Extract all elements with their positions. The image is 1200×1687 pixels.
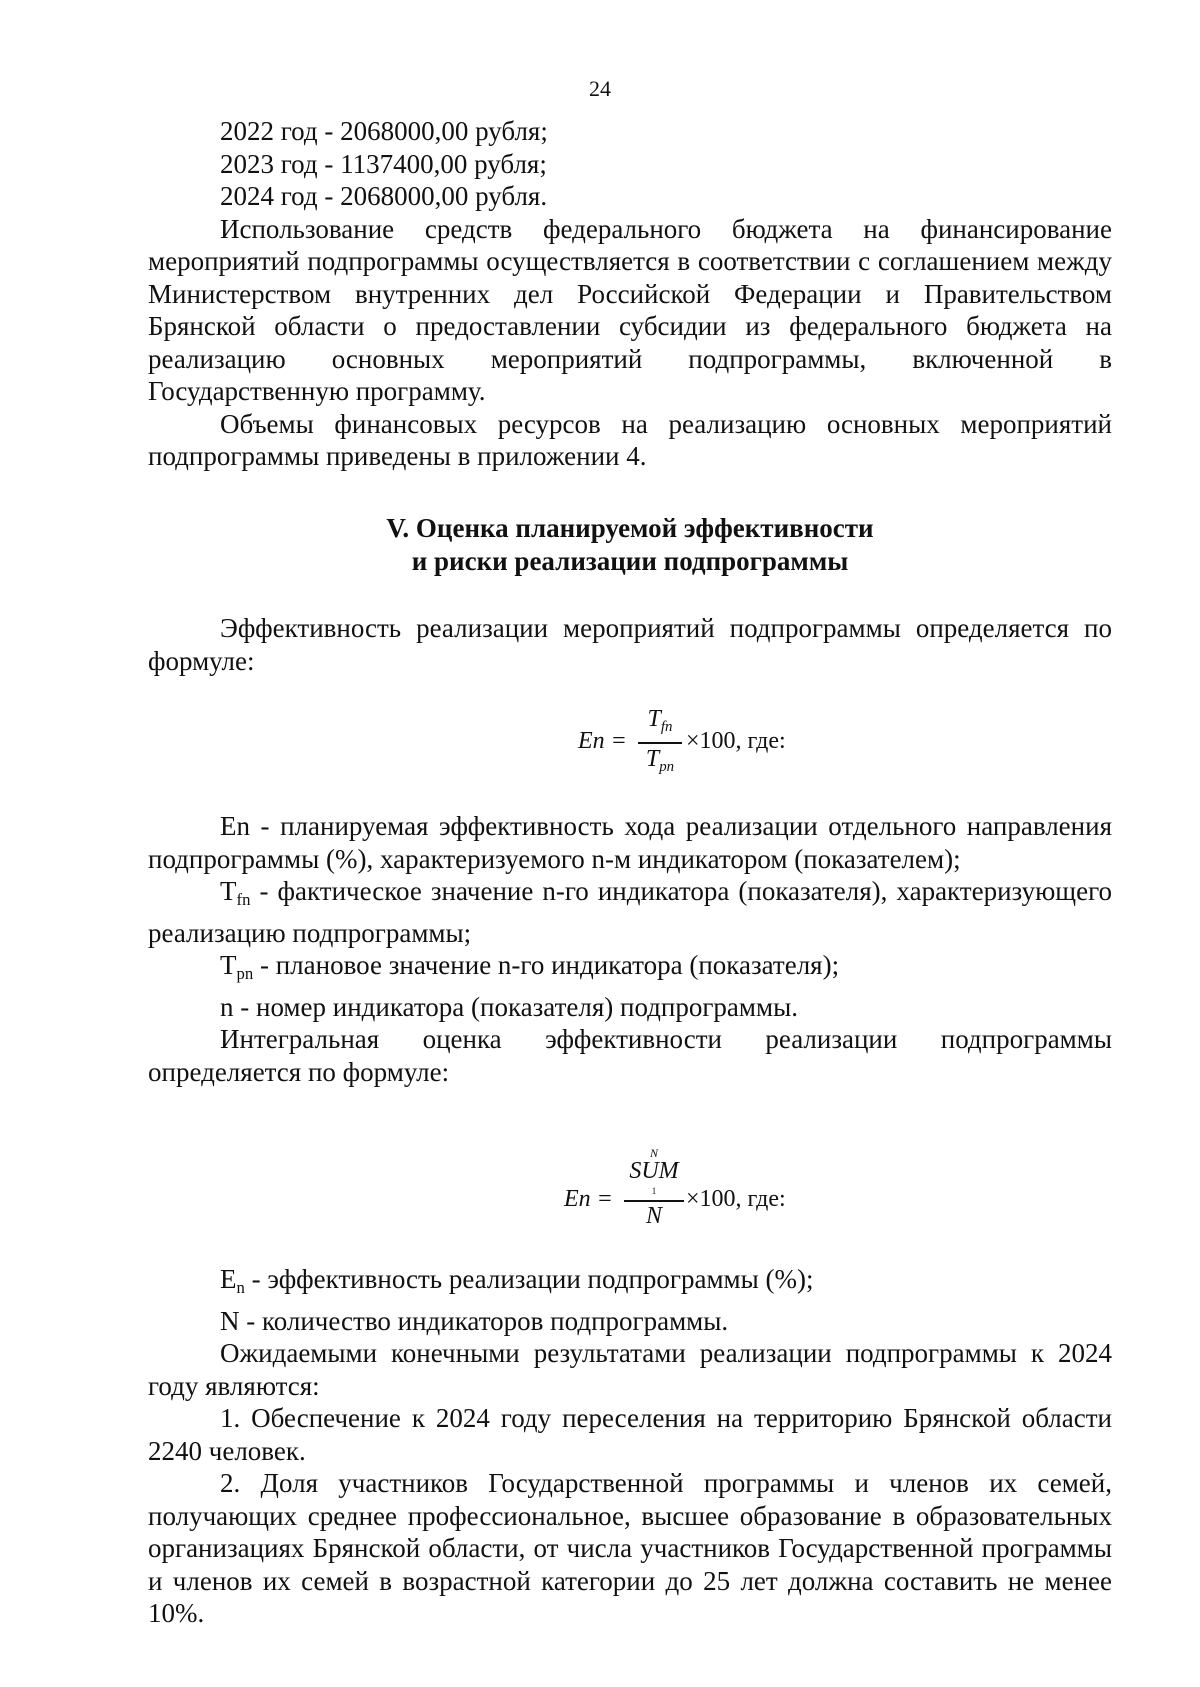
paragraph-expected-results: Ожидаемыми конечными результатами реализации подпрограммы к 2024 году являются: xyxy=(148,1338,1112,1401)
paragraph-federal-budget: Использование средств федерального бюджета на финансирование мероприятий подпрограммы осуществляется в соответствии с соглашением между Министерством внутренних дел Российской Федерации и Правительством Брянской области о предоставлении субсидии из федерального бюджета на реализацию основных мероприятий подпрограммы, включенной в Государственную программу. xyxy=(148,213,1112,406)
result-item-2: 2. Доля участников Государственной программы и членов их семей, получающих среднее профессиональное, высшее образование в образовательных организациях Брянской области, от числа участников Государственной программы и членов их семей в возрастной категории до 25 лет должна составить не менее 10%. xyxy=(148,1468,1112,1628)
formula2-lower-limit: 1 xyxy=(651,1186,657,1196)
definition-n: n - номер индикатора (показателя) подпрограммы. xyxy=(220,991,798,1022)
definition-en: En - планируемая эффективность хода реализации отдельного направления подпрограммы (%), характеризуемого n-м индикатором (показателем); xyxy=(148,811,1112,874)
definition-en-integral: $E_n$ - эффективность реализации подпрограммы (%); xyxy=(220,1264,814,1297)
formula2-numerator: SUM xyxy=(629,1158,679,1184)
definition-tfn: $T_{fn}$ - фактическое значение n-го индикатора (показателя), характеризующего реализацию подпрограммы; xyxy=(148,876,1112,948)
results-block xyxy=(148,1263,1112,1630)
section-heading-line1: V. Оценка планируемой эффективности xyxy=(386,513,874,543)
section-heading xyxy=(148,512,1112,578)
definition-N: N - количество индикаторов подпрограммы. xyxy=(220,1305,729,1336)
paragraph-efficiency-intro: Эффективность реализации мероприятий подпрограммы определяется по формуле: xyxy=(148,613,1112,676)
formula1-lhs: En = xyxy=(578,728,627,754)
definitions-block xyxy=(148,810,1112,1088)
result-item-1: 1. Обеспечение к 2024 году переселения на территорию Брянской области 2240 человек. xyxy=(148,1403,1112,1466)
formula2-lhs: En = xyxy=(564,1186,613,1212)
funding-line-2024: 2024 год - 2068000,00 рубля. xyxy=(220,181,548,211)
formula2-denominator: N xyxy=(645,1203,662,1229)
paragraph-financial-volumes: Объемы финансовых ресурсов на реализацию основных мероприятий подпрограммы приведены в приложении 4. xyxy=(148,408,1112,471)
page-number: 24 xyxy=(589,76,611,101)
funding-line-2023: 2023 год - 1137400,00 рубля; xyxy=(220,148,547,179)
formula1-fraction-bar xyxy=(638,742,682,744)
formula1-numerator: $T_{fn}$ xyxy=(647,706,673,735)
formula2-tail: ×100, где: xyxy=(686,1186,786,1212)
funding-line-2022: 2022 год - 2068000,00 рубля; xyxy=(220,116,548,146)
formula2-fraction-bar xyxy=(624,1200,684,1202)
formula-efficiency xyxy=(578,706,798,776)
formula-integral xyxy=(564,1146,804,1232)
section-heading-line2: и риски реализации подпрограммы xyxy=(411,546,849,576)
paragraph-integral-assessment: Интегральная оценка эффективности реализации подпрограммы определяется по формуле: xyxy=(148,1024,1112,1087)
formula2-upper-limit: N xyxy=(649,1146,658,1160)
formula1-tail: ×100, где: xyxy=(686,728,786,754)
definition-tpn: $T_{pn}$ - плановое значение n-го индикатора (показателя); xyxy=(220,950,840,983)
funding-block xyxy=(148,115,1112,473)
efficiency-intro-block xyxy=(148,612,1112,677)
formula1-denominator: $T_{pn}$ xyxy=(645,746,675,775)
